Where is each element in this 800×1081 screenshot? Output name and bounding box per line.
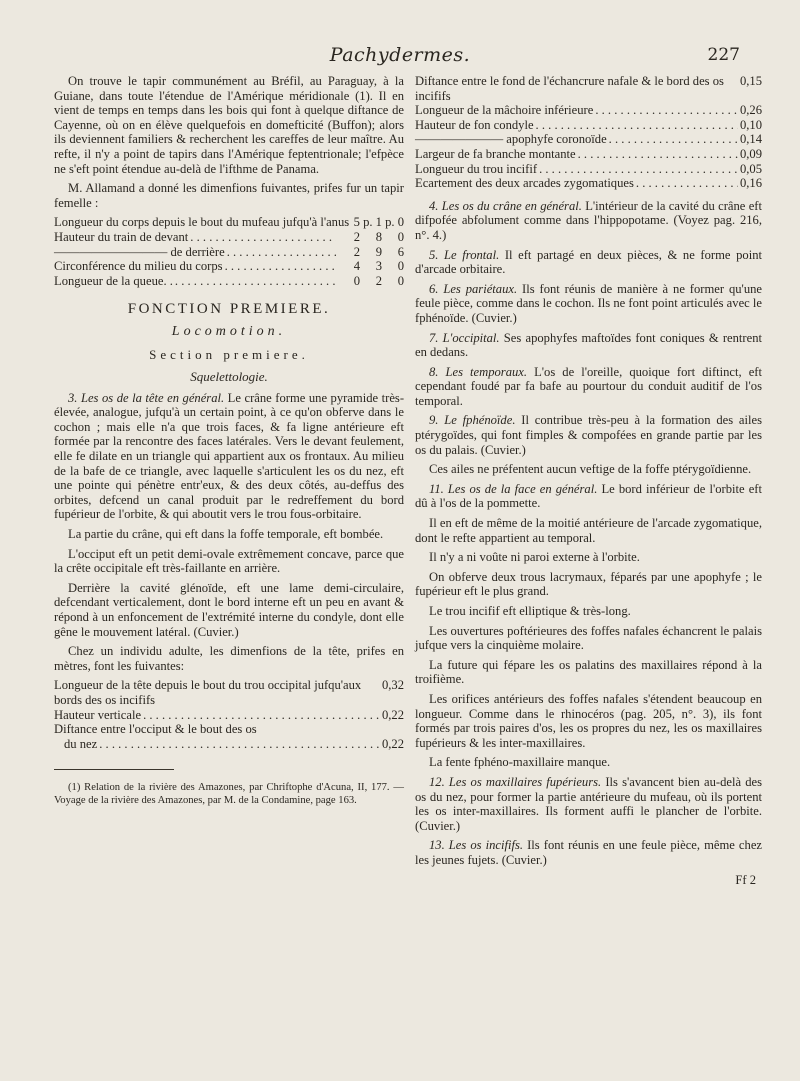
running-head [0, 44, 800, 68]
measurement-row [54, 245, 404, 260]
measurement-label: Largeur de fa branche montante [415, 146, 576, 161]
paragraph: 9. Le fphénoïde. Il contribue très-peu à la formation des ailes ptérygoïdes, qui font fimples & compofées en grande partie par les os du palais. (Cuvier.) [415, 413, 762, 457]
paragraph: 12. Les os maxillaires fupérieurs. Ils s'avancent bien au-delà des os du nez, pour former la partie antérieure du mufeau, où ils portent les os inter-maxillaires. Ils forment auffi le plancher de l'orbite. (Cuvier.) [415, 774, 763, 833]
signature-mark: Ff 2 [735, 872, 756, 887]
paragraph-title: 13. Les os incififs. [429, 838, 524, 853]
paragraph-title: 11. Les os de la face en général. [429, 481, 598, 496]
measurement-label: Longueur de la queue. . [54, 273, 173, 288]
measurement-value: 2 8 0 [353, 229, 404, 244]
paragraph: M. Allamand a donné les dimenfions fuivantes, prifes fur un tapir femelle : [54, 181, 404, 210]
measurement-label: Hauteur du train de devant [54, 229, 189, 244]
paragraph-title: 4. Les os du crâne en général. [429, 198, 582, 213]
subject-heading: Locomotion. [171, 323, 287, 339]
page-number: 227 [707, 45, 740, 65]
measurement-value: 0,09 [739, 146, 762, 161]
measurement-row [54, 215, 404, 230]
chapter-heading: FONCTION PREMIERE. [127, 301, 331, 318]
measurement-table [54, 215, 404, 288]
measurement-row [54, 274, 404, 289]
measurement-row [415, 132, 762, 147]
measurement-row [415, 176, 762, 191]
paragraph: Il n'y a ni voûte ni paroi externe à l'orbite. [429, 550, 640, 565]
measurement-value: 0,22 [381, 736, 404, 751]
measurement-label: Hauteur verticale [54, 707, 142, 722]
paragraph: La partie du crâne, qui eft dans la foffe temporale, eft bombée. [68, 527, 384, 542]
measurement-value: 0,26 [739, 103, 762, 118]
paragraph-title: 3. Les os de la tête en général. [68, 390, 225, 405]
subsection-heading: Squelettologie. [190, 369, 268, 385]
measurement-value: 0,10 [739, 117, 762, 132]
measurement-label: ——————— apophyfe coronoïde [415, 132, 607, 147]
paragraph: Ces ailes ne préfentent aucun veftige de la foffe ptérygoïdienne. [429, 462, 752, 477]
measurement-row [415, 162, 762, 177]
measurement-value: 0,22 [381, 707, 404, 722]
measurement-label: Longueur de la mâchoire inférieure [415, 103, 594, 118]
paragraph: Le trou incifif eft elliptique & très-long. [429, 604, 631, 618]
paragraph: 3. Les os de la tête en général. Le crâne forme une pyramide très-élevée, analogue, jufqu'à un certain point, à ce qu'on obferve dans le cochon ; mais elle n'a que trois faces, & fa ligne antérieure eft formée par la rencontre des faces latérales. Vers le devant feulement, elle fe dilate en un triangle qui appartient aux os frontaux. Au milieu de la bafe de ce triangle, avec laquelle s'articulent les os du nez, eft une pointe qui pénètre entr'eux, & des deux côtés, au-deffus des orbites, defcend un canal produit par le redreffement du bord fupérieur de l'orbite, & qui aboutit vers le trou fous-orbitaire. [54, 390, 405, 522]
measurement-value: 0,16 [739, 176, 762, 191]
paragraph: Il en eft de même de la moitié antérieure de l'arcade zygomatique, dont le refte appartient au temporal. [415, 516, 762, 545]
paragraph-title: 5. Le frontal. [429, 247, 500, 262]
measurement-row [415, 147, 762, 162]
measurement-label: ————————— de derrière [54, 244, 225, 259]
head-measurement-table [54, 678, 404, 751]
measurement-label: Circonférence du milieu du corps [54, 259, 223, 274]
measurement-value: 0 2 0 [353, 273, 404, 288]
paragraph: 6. Les pariétaux. Ils font réunis de manière à ne former qu'une feule pièce, comme dans le cochon. Ils ne font point articulés avec le fphénoïde. (Cuvier.) [415, 281, 762, 325]
measurement-row [54, 678, 404, 707]
measurement-label: Ecartement des deux arcades zygomatiques [415, 176, 634, 191]
measurement-value: 0,14 [739, 132, 762, 147]
measurement-value: 2 9 6 [353, 244, 404, 259]
measurement-label: Hauteur de fon condyle [415, 117, 534, 132]
paragraph-title: 12. Les os maxillaires fupérieurs. [429, 774, 602, 789]
left-column [54, 74, 404, 818]
measurement-label: Diftance entre le fond de l'échancrure nafale & le bord des os incififs [415, 74, 724, 103]
jaw-measurement-table [415, 74, 762, 191]
measurement-row [54, 259, 404, 274]
measurement-value: 5 p. 1 p. 0 [353, 215, 404, 230]
measurement-row [415, 103, 762, 118]
paragraph: Chez un individu adulte, les dimenfions de la tête, prifes en mètres, font les fuivantes: [54, 644, 404, 673]
paragraph: Derrière la cavité glénoïde, eft une lame demi-circulaire, defcendant verticalement, dont le bord interne eft un peu en avant & répond à un enfoncement de l'extrémité interne du condyle, dont elle gêne le mouvement latéral. (Cuvier.) [54, 580, 404, 639]
measurement-label: Longueur du trou incifif [415, 161, 538, 176]
paragraph: 8. Les temporaux. L'os de l'oreille, quoique fort diftinct, eft cependant foudé par fa bafe au pourtour du conduit auditif de l'os temporal. [415, 364, 762, 408]
measurement-value: 0,32 [381, 678, 404, 693]
measurement-value: 0,05 [739, 161, 762, 176]
paragraph: 11. Les os de la face en général. Le bord inférieur de l'orbite eft dû à l'os de la pommette. [415, 481, 762, 511]
paragraph: Les ouvertures poftérieures des foffes nafales échancrent le palais jufque vers la cinquième molaire. [415, 623, 762, 653]
paragraph-title: 9. Le fphénoïde. [429, 413, 516, 428]
measurement-label: Diftance entre l'occiput & le bout des os [54, 722, 257, 737]
paragraph: L'occiput eft un petit demi-ovale extrêmement concave, parce que la crête occipitale eft très-faillante en arrière. [54, 546, 404, 576]
measurement-row [415, 74, 762, 103]
section-heading: Section premiere. [149, 346, 309, 362]
paragraph: 5. Le frontal. Il eft partagé en deux pièces, & ne forme point d'arcade orbitaire. [415, 247, 762, 277]
right-column [415, 74, 762, 887]
paragraph: 7. L'occipital. Ses apophyfes maftoïdes font coniques & rentrent en dedans. [415, 330, 762, 360]
paragraph-title: 8. Les temporaux. [429, 364, 528, 379]
measurement-label: du nez [64, 736, 98, 751]
measurement-row [54, 708, 404, 723]
paragraph: On trouve le tapir communément au Bréfil, au Paraguay, à la Guiane, dans toute l'étendue de l'Amérique méridionale (1). Il en vient de temps en temps dans les bois qui font à quelque diftance de Cayenne, où on en élève quelquefois en domefticité (Buffon); alors ils deviennent familiers & recherchent les careffes de leur maître. Au refte, il n'y a point de tapirs dans l'Amérique feptentrionale; l'efpèce ne s'eft point étendue au-delà de l'ifthme de Panama. [54, 74, 404, 176]
measurement-value: 0,15 [739, 74, 762, 88]
footnote: (1) Relation de la rivière des Amazones, par Chriftophe d'Acuna, II, 177. — Voyage de la rivière des Amazones, par M. de la Condamine, page 163. [54, 781, 404, 806]
measurement-label: Longueur du corps depuis le bout du mufeau jufqu'à l'anus [54, 215, 350, 230]
footnote-rule [54, 769, 174, 770]
measurement-value: 4 3 0 [353, 259, 404, 274]
measurement-row [54, 737, 404, 752]
paragraph-title: 7. L'occipital. [429, 330, 500, 345]
paragraph: 4. Les os du crâne en général. L'intérieur de la cavité du crâne eft difpofée abfolument comme dans l'hippopotame. (Voyez pag. 216, n°. 4.) [415, 198, 762, 242]
paragraph: La fente fphéno-maxillaire manque. [429, 755, 611, 770]
paragraph: 13. Les os incififs. Ils font réunis en une feule pièce, même chez les jeunes fujets. (Cuvier.) [415, 838, 762, 867]
paragraph: La future qui fépare les os palatins des maxillaires répond à la troifième. [415, 657, 762, 687]
paragraph: Les orifices antérieurs des foffes nafales s'étendent beaucoup en longueur. Comme dans le rhinocéros (pag. 205, n°. 3), ils font formés par trois paires d'os, les os propres du nez, les os maxillaires fupérieurs & les inter-maxillaires. [415, 691, 762, 750]
paragraph: On obferve deux trous lacrymaux, féparés par une apophyfe ; le fupérieur eft le plus grand. [415, 569, 762, 599]
paragraph-title: 6. Les pariétaux. [429, 281, 518, 296]
measurement-label: Longueur de la tête depuis le bout du trou occipital jufqu'aux bords des os incififs [54, 678, 362, 707]
running-title: Pachydermes. [329, 44, 471, 66]
measurement-row [54, 230, 404, 245]
measurement-row [415, 118, 762, 133]
